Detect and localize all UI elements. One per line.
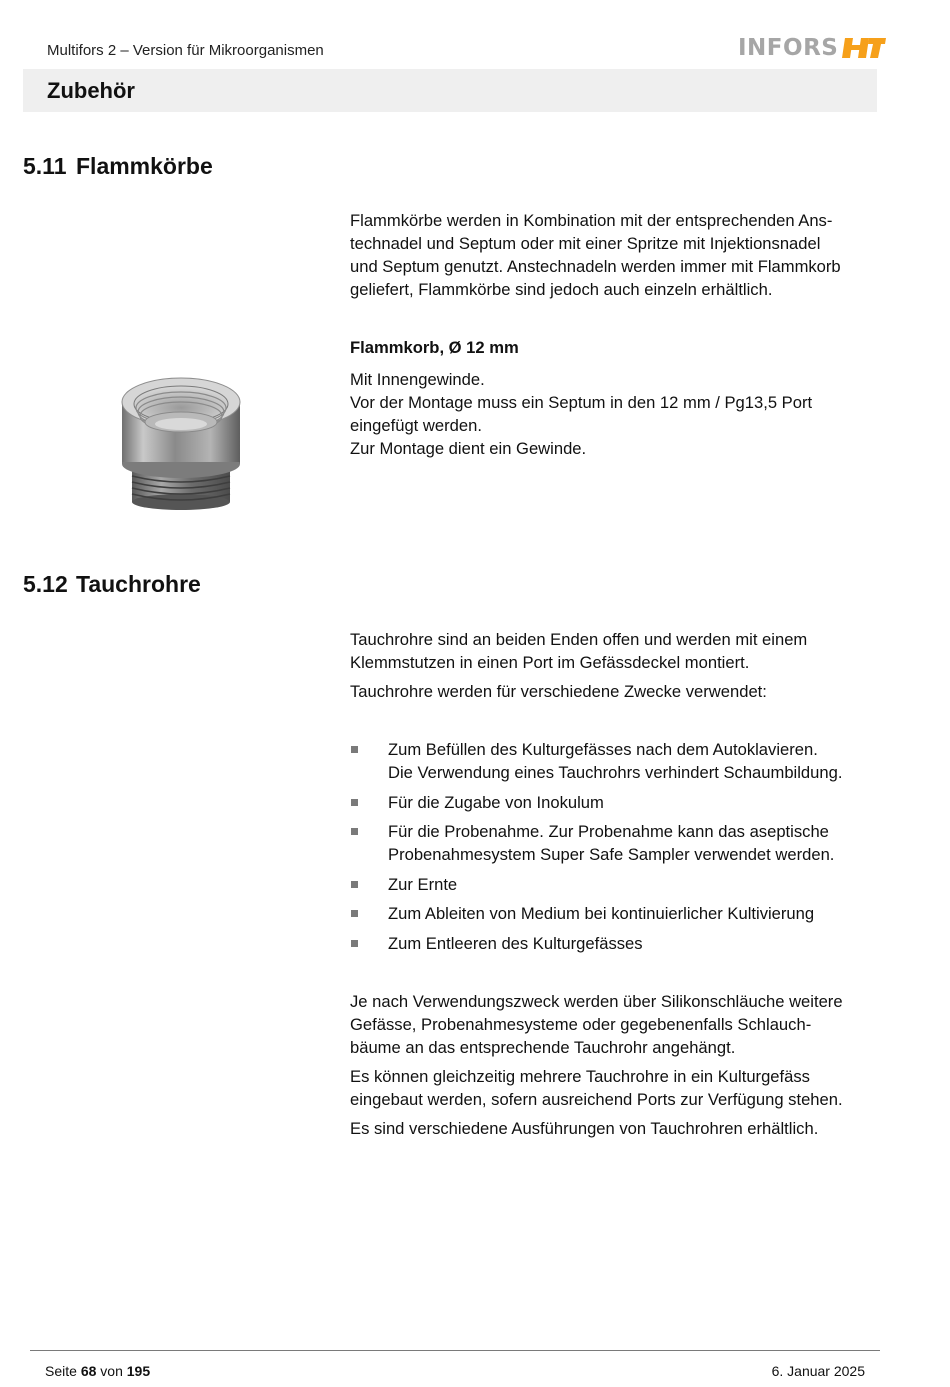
flammkoerbe-intro	[350, 209, 885, 301]
text-line: Probenahmesystem Super Safe Sampler verwendet werden.	[388, 845, 835, 864]
list-item	[350, 791, 895, 814]
text-line: Gefässe, Probenahmesysteme oder gegebenenfalls Schlauch-	[350, 1015, 812, 1034]
tauchrohre-closing-2	[350, 1065, 885, 1111]
section-number: 5.12	[23, 571, 68, 597]
product-description	[350, 368, 885, 460]
page-separator: von	[100, 1363, 123, 1379]
page-prefix: Seite	[45, 1363, 77, 1379]
tauchrohre-intro	[350, 628, 885, 674]
text-line: Für die Probenahme. Zur Probenahme kann das aseptische	[388, 822, 829, 841]
section-title: Tauchrohre	[76, 571, 201, 597]
text-line: Klemmstutzen in einen Port im Gefässdeckel montiert.	[350, 653, 750, 672]
text-line: Die Verwendung eines Tauchrohrs verhindert Schaumbildung.	[388, 763, 843, 782]
section-heading-flammkoerbe	[23, 153, 213, 180]
text-line: eingefügt werden.	[350, 416, 482, 435]
text-line: eingebaut werden, sofern ausreichend Ports zur Verfügung stehen.	[350, 1090, 843, 1109]
text-line: Mit Innengewinde.	[350, 370, 485, 389]
list-item	[350, 738, 895, 784]
text-line: Für die Zugabe von Inokulum	[388, 792, 604, 812]
company-logo	[738, 34, 886, 62]
list-item	[350, 932, 895, 955]
square-bullet-icon	[351, 799, 358, 806]
text-line: Zur Ernte	[388, 874, 458, 894]
infors-ht-logo-icon	[842, 37, 886, 59]
text-line: geliefert, Flammkörbe sind jedoch auch einzeln erhältlich.	[350, 280, 773, 299]
section-heading-tauchrohre	[23, 571, 201, 598]
square-bullet-icon	[351, 910, 358, 917]
square-bullet-icon	[351, 746, 358, 753]
section-number: 5.11	[23, 153, 67, 179]
text-line: Tauchrohre sind an beiden Enden offen und werden mit einem	[350, 630, 808, 649]
text-line: Zur Montage dient ein Gewinde.	[350, 439, 587, 458]
text-line: Zum Ableiten von Medium bei kontinuierlicher Kultivierung	[388, 904, 815, 923]
text-line: Es können gleichzeitig mehrere Tauchrohre in ein Kulturgefäss	[350, 1067, 810, 1086]
text-line: Flammkörbe werden in Kombination mit der entsprechenden Ans-	[350, 211, 833, 230]
square-bullet-icon	[351, 828, 358, 835]
tauchrohre-list-intro: Tauchrohre werden für verschiedene Zwecke verwendet:	[350, 682, 767, 701]
flame-basket-image	[118, 372, 244, 512]
text-line: Vor der Montage muss ein Septum in den 12 mm / Pg13,5 Port	[350, 393, 813, 412]
text-line: bäume an das entsprechende Tauchrohr angehängt.	[350, 1038, 736, 1057]
tauchrohre-closing-3	[350, 1117, 885, 1140]
chapter-title: Zubehör	[47, 78, 135, 103]
purpose-list	[350, 738, 895, 961]
square-bullet-icon	[351, 881, 358, 888]
list-item	[350, 902, 895, 925]
page-number	[45, 1363, 150, 1379]
list-item	[350, 873, 895, 896]
tauchrohre-closing-1	[350, 990, 885, 1059]
logo-text: INFORS	[738, 35, 839, 61]
product-heading: Flammkorb, Ø 12 mm	[350, 338, 519, 357]
square-bullet-icon	[351, 940, 358, 947]
section-title: Flammkörbe	[76, 153, 213, 179]
text-line: Je nach Verwendungszweck werden über Silikonschläuche weitere	[350, 992, 843, 1011]
list-item	[350, 820, 895, 866]
chapter-bar	[23, 69, 877, 112]
page-total: 195	[126, 1363, 151, 1379]
document-title: Multifors 2 – Version für Mikroorganismen	[47, 42, 324, 59]
text-line: Zum Entleeren des Kulturgefässes	[388, 933, 643, 953]
text-line: und Septum genutzt. Anstechnadeln werden immer mit Flammkorb	[350, 257, 841, 276]
text-line: Zum Befüllen des Kulturgefässes nach dem Autoklavieren.	[388, 740, 818, 759]
text-line: Es sind verschiedene Ausführungen von Tauchrohren erhältlich.	[350, 1119, 819, 1138]
footer-rule	[30, 1350, 880, 1351]
page-current: 68	[80, 1363, 97, 1379]
text-line: technadel und Septum oder mit einer Spritze mit Injektionsnadel	[350, 234, 821, 253]
document-date: 6. Januar 2025	[771, 1363, 865, 1379]
